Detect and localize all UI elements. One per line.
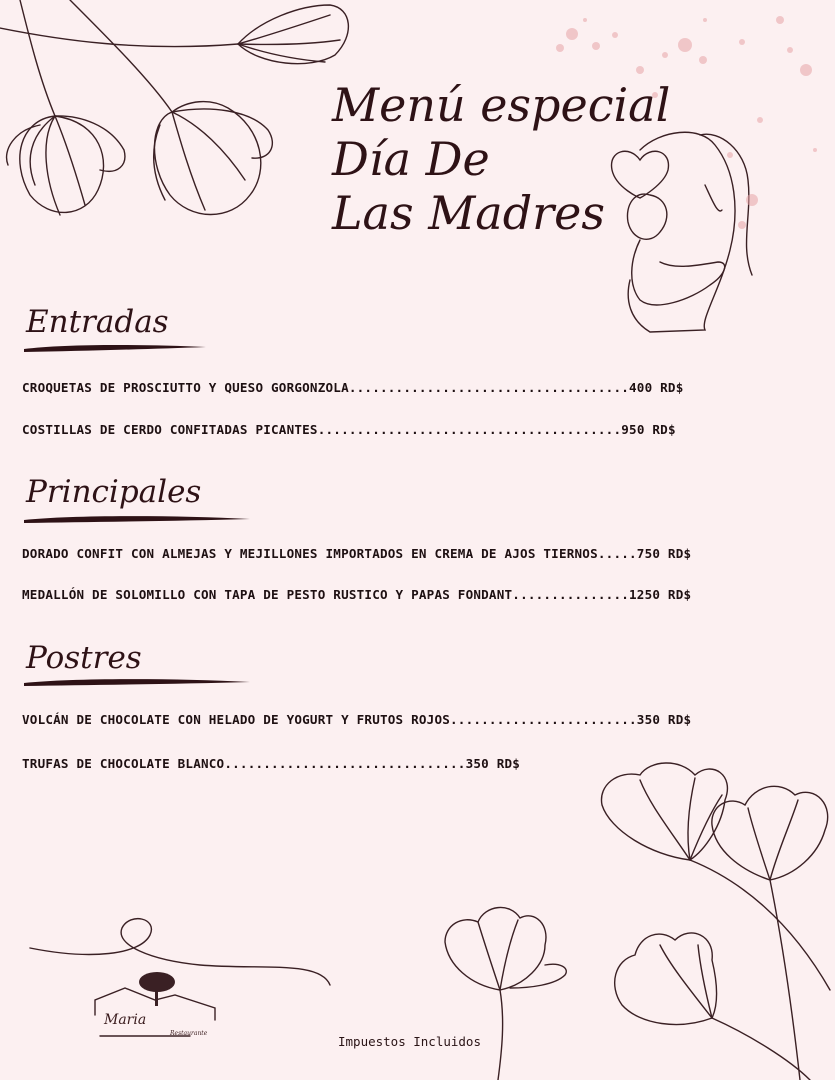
item-leader-dots: ........................ [450,712,637,727]
section-heading-principales: Principales [26,474,202,510]
item-leader-dots: ....................................... [317,422,622,437]
menu-title [332,78,670,240]
item-price: 750 RD$ [636,546,692,561]
section-heading-postres: Postres [26,640,142,676]
item-name: CROQUETAS DE PROSCIUTTO Y QUESO GORGONZOLA [22,380,349,395]
restaurant-logo-subtitle: Restaurante [170,1030,208,1037]
section-heading-entradas: Entradas [26,304,169,340]
taxes-note: Impuestos Incluidos [338,1034,481,1049]
menu-item [22,756,520,771]
brush-underline [22,343,208,353]
item-leader-dots: ............................... [224,756,466,771]
title-line-3: Las Madres [332,186,605,240]
menu-item [22,546,691,561]
item-leader-dots: .................................... [348,380,630,395]
title-line-1: Menú especial [332,78,671,132]
menu-item [22,712,691,727]
brush-underline [22,677,252,687]
menu-item [22,380,684,395]
item-price: 950 RD$ [621,422,676,437]
item-name: TRUFAS DE CHOCOLATE BLANCO [22,756,225,771]
item-name: VOLCÁN DE CHOCOLATE CON HELADO DE YOGURT Y FRUTOS ROJOS [22,712,451,727]
restaurant-logo-name: Maria [104,1012,147,1028]
item-name: DORADO CONFIT CON ALMEJAS Y MEJILLONES IMPORTADOS EN CREMA DE AJOS TIERNOS [22,546,598,561]
item-price: 400 RD$ [629,380,684,395]
item-price: 1250 RD$ [629,587,692,602]
brush-underline [22,514,252,524]
item-name: COSTILLAS DE CERDO CONFITADAS PICANTES [22,422,318,437]
item-leader-dots: ............... [512,587,630,602]
menu-item [22,422,676,437]
title-line-2: Día De [332,132,490,186]
item-leader-dots: ..... [597,546,637,561]
item-price: 350 RD$ [636,712,692,727]
item-price: 350 RD$ [465,756,521,771]
menu-item [22,587,691,602]
item-name: MEDALLÓN DE SOLOMILLO CON TAPA DE PESTO RUSTICO Y PAPAS FONDANT [22,587,513,602]
